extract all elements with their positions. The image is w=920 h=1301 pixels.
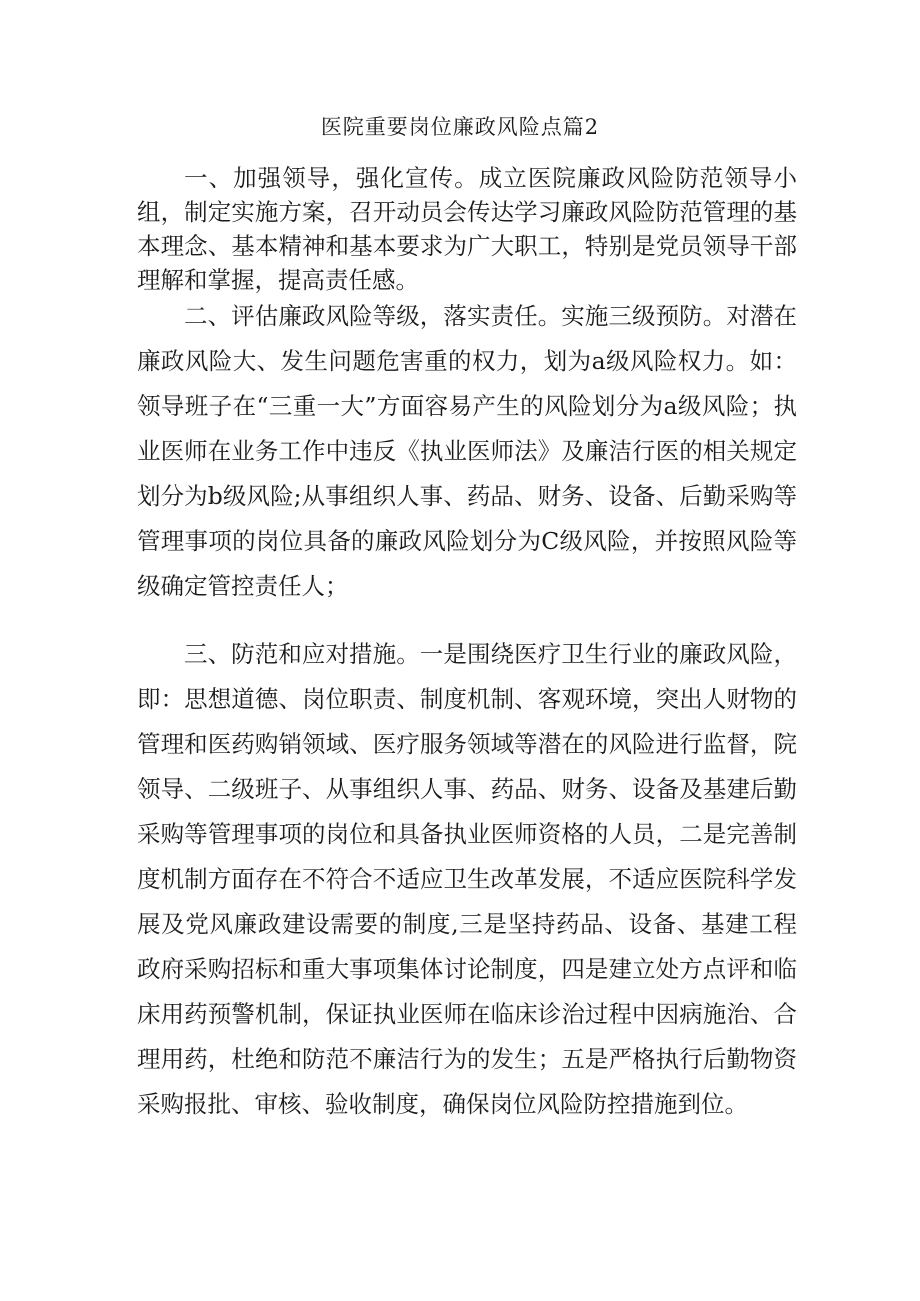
paragraph-3-prevention-measures: 三、防范和应对措施。一是围绕医疗卫生行业的廉政风险，即：思想道德、岗位职责、制度机制、客观环境，突出人财物的管理和医药购销领域、医疗服务领域等潜在的风险进行监督，院领导、二级班子、从事组织人事、药品、财务、设备及基建后勤采购等管理事项的岗位和具备执业医师资格的人员，二是完善制度机制方面存在不符合不适应卫生改革发展，不适应医院科学发展及党风廉政建设需要的制度,三是坚持药品、设备、基建工程政府采购招标和重大事项集体讨论制度，四是建立处方点评和临床用药预警机制，保证执业医师在临床诊治过程中因病施治、合理用药，杜绝和防范不廉洁行为的发生；五是严格执行后勤物资采购报批、审核、验收制度，确保岗位风险防控措施到位。 xyxy=(137,640,797,1118)
paragraph-1-strengthen-leadership: 一、加强领导，强化宣传。成立医院廉政风险防范领导小组，制定实施方案，召开动员会传达学习廉政风险防范管理的基本理念、基本精神和基本要求为广大职工，特别是党员领导干部理解和掌握，提高责任感。 xyxy=(137,164,797,294)
document-title: 医院重要岗位廉政风险点篇2 xyxy=(320,115,600,139)
paragraph-2-risk-levels: 二、评估廉政风险等级，落实责任。实施三级预防。对潜在廉政风险大、发生问题危害重的权力，划为a级风险权力。如：领导班子在“三重一大”方面容易产生的风险划分为a级风险；执业医师在业务工作中违反《执业医师法》及廉洁行医的相关规定划分为b级风险;从事组织人事、药品、财务、设备、后勤采购等管理事项的岗位具备的廉政风险划分为C级风险，并按照风险等级确定管控责任人； xyxy=(137,302,797,600)
